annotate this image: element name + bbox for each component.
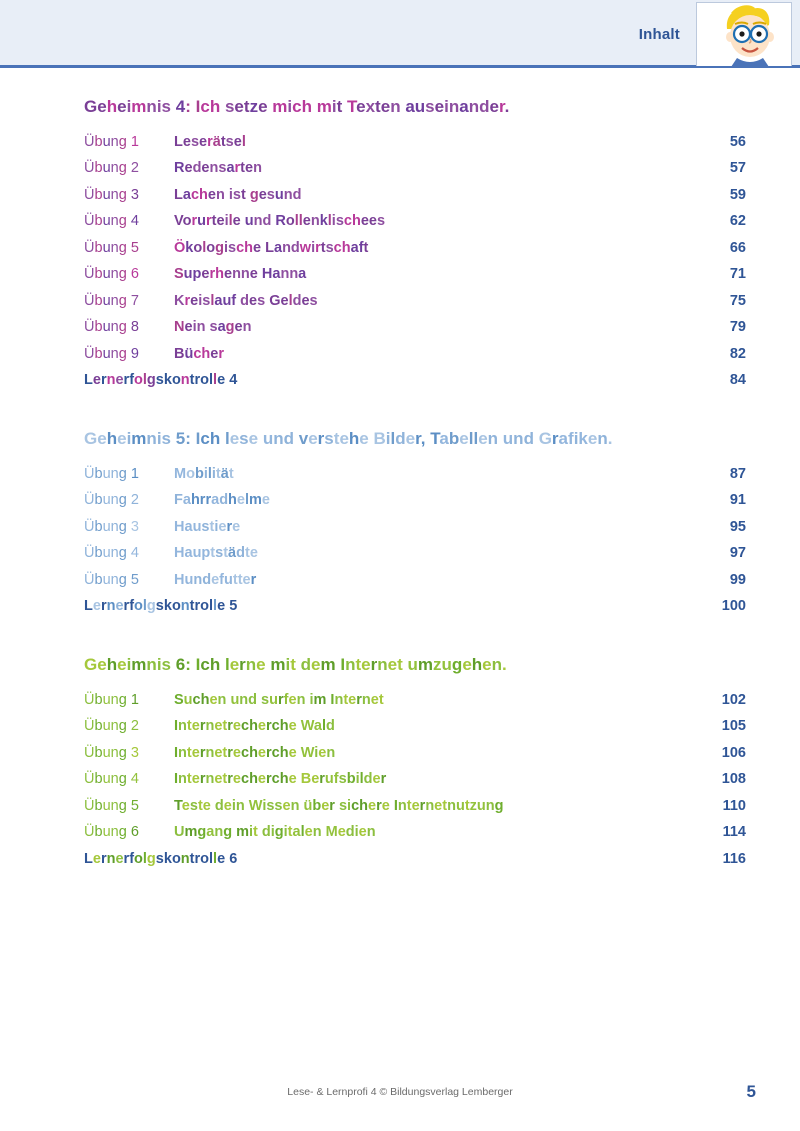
exercise-number: Übung 6 [84, 266, 139, 283]
exercise-number: Übung 6 [84, 824, 139, 841]
header-title: Inhalt [638, 26, 680, 43]
page-number: 95 [729, 518, 746, 535]
exercise-title: Fahrradhelme [174, 492, 270, 509]
list-item[interactable] [84, 182, 746, 209]
list-item[interactable] [84, 514, 746, 541]
page-number: 110 [722, 797, 746, 814]
list-item[interactable] [84, 740, 746, 767]
exercise-title: Hauptstädte [174, 545, 258, 562]
list-item-lernerfolgskontrolle[interactable] [84, 367, 746, 394]
page-number: 66 [729, 239, 746, 256]
exercise-title: Leserätsel [174, 133, 246, 150]
table-of-contents [0, 68, 800, 872]
page-number: 84 [729, 372, 746, 389]
exercise-title: Vorurteile und Rollenklischees [174, 213, 386, 230]
exercise-number: Übung 4 [84, 771, 139, 788]
page-number: 59 [729, 186, 746, 203]
exercise-number: Übung 4 [84, 213, 139, 230]
page-number: 91 [729, 492, 746, 509]
exercise-number: Übung 7 [84, 292, 139, 309]
exercise-title: Suchen und surfen im Internet [174, 691, 384, 708]
exercise-title: Kreislauf des Geldes [174, 292, 318, 309]
list-item[interactable] [84, 129, 746, 156]
exercise-number: Übung 9 [84, 345, 139, 362]
exercise-number: Übung 3 [84, 518, 139, 535]
list-item[interactable] [84, 314, 746, 341]
exercise-title: Internetrecherche Berufsbilder [174, 771, 387, 788]
exercise-number: Übung 5 [84, 571, 139, 588]
list-item[interactable] [84, 687, 746, 714]
control-title: Lernerfolgskontrolle 6 [84, 850, 238, 867]
page-number: 79 [729, 319, 746, 336]
exercise-title: Ökologische Landwirtschaft [174, 239, 369, 256]
exercise-number: Übung 8 [84, 319, 139, 336]
toc-section-geheimnis-5 [0, 394, 800, 620]
control-title: Lernerfolgskontrolle 5 [84, 598, 238, 615]
toc-section-geheimnis-6 [0, 620, 800, 872]
page-number: 102 [721, 691, 746, 708]
page-number-footer: 5 [746, 1082, 756, 1101]
page-number: 106 [721, 744, 746, 761]
exercise-title: Lachen ist gesund [174, 186, 302, 203]
list-item[interactable] [84, 155, 746, 182]
list-item[interactable] [84, 819, 746, 846]
exercise-title: Haustiere [174, 518, 241, 535]
exercise-number: Übung 2 [84, 492, 139, 509]
exercise-title: Nein sagen [174, 319, 252, 336]
section-title: Geheimnis 5: Ich lese und verstehe Bilder, Tabellen und Grafiken. [84, 428, 613, 448]
page-number: 116 [722, 850, 746, 867]
page-number: 99 [729, 571, 746, 588]
exercise-title: Bücher [174, 345, 225, 362]
exercise-title: Mobilität [174, 465, 234, 482]
list-item[interactable] [84, 540, 746, 567]
exercise-number: Übung 1 [84, 133, 139, 150]
list-item[interactable] [84, 793, 746, 820]
exercise-number: Übung 4 [84, 545, 139, 562]
page-number: 114 [722, 824, 746, 841]
list-item[interactable] [84, 341, 746, 368]
page-number: 57 [729, 160, 746, 177]
page-number: 100 [721, 598, 746, 615]
list-item[interactable] [84, 487, 746, 514]
list-item[interactable] [84, 261, 746, 288]
control-title: Lernerfolgskontrolle 4 [84, 372, 238, 389]
list-item[interactable] [84, 288, 746, 315]
toc-section-geheimnis-4 [0, 68, 800, 394]
list-item[interactable] [84, 461, 746, 488]
exercise-number: Übung 3 [84, 744, 139, 761]
page-number: 97 [729, 545, 746, 562]
exercise-title: Hundefutter [174, 571, 257, 588]
page-number: 108 [721, 771, 746, 788]
exercise-title: Umgang mit digitalen Medien [174, 824, 376, 841]
exercise-number: Übung 2 [84, 160, 139, 177]
page-number: 105 [721, 718, 746, 735]
exercise-number: Übung 3 [84, 186, 139, 203]
list-item[interactable] [84, 713, 746, 740]
list-item[interactable] [84, 567, 746, 594]
page-number: 82 [729, 345, 746, 362]
page-number: 87 [729, 465, 746, 482]
page-number: 71 [729, 266, 746, 283]
exercise-number: Übung 2 [84, 718, 139, 735]
page-number: 62 [729, 213, 746, 230]
page-number: 56 [729, 133, 746, 150]
exercise-title: Superhenne Hanna [174, 266, 307, 283]
exercise-number: Übung 1 [84, 465, 139, 482]
exercise-title: Internetrecherche Wald [174, 718, 335, 735]
exercise-title: Internetrecherche Wien [174, 744, 336, 761]
list-item[interactable] [84, 208, 746, 235]
exercise-title: Redensarten [174, 160, 262, 177]
list-item-lernerfolgskontrolle[interactable] [84, 846, 746, 873]
page-number: 75 [729, 292, 746, 309]
page-header [0, 0, 800, 68]
section-title: Geheimnis 4: Ich setze mich mit Texten auseinander. [84, 97, 510, 116]
list-item[interactable] [84, 766, 746, 793]
boy-face-icon [696, 2, 792, 66]
exercise-number: Übung 1 [84, 691, 139, 708]
section-title: Geheimnis 6: Ich lerne mit dem Internet umzugehen. [84, 654, 507, 674]
list-item[interactable] [84, 235, 746, 262]
exercise-number: Übung 5 [84, 797, 139, 814]
exercise-number: Übung 5 [84, 239, 139, 256]
footer-credit: Lese- & Lernprofi 4 © Bildungsverlag Lemberger [287, 1086, 513, 1098]
list-item-lernerfolgskontrolle[interactable] [84, 593, 746, 620]
exercise-title: Teste dein Wissen über sichere Internetnutzung [174, 797, 504, 814]
